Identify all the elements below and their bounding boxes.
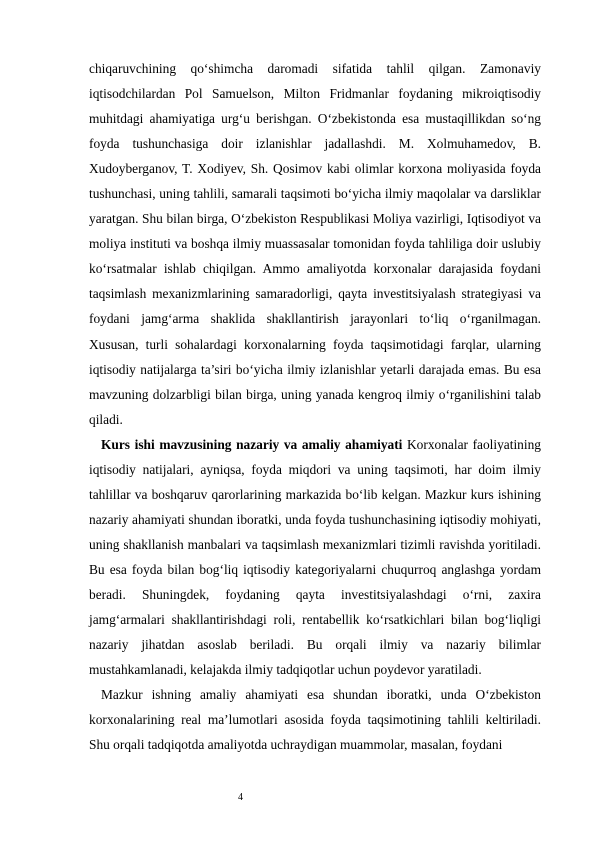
section-heading: Kurs ishi mavzusining nazariy va amaliy ahamiyati xyxy=(101,436,403,452)
paragraph-2 xyxy=(89,432,541,682)
body-text xyxy=(89,56,541,757)
page-number: 4 xyxy=(238,792,243,803)
paragraph-3: Mazkur ishning amaliy ahamiyati esa shundan iboratki, unda O‘zbekiston korxonalarining real ma’lumotlari asosida foyda taqsimotining tahlili keltiriladi. Shu orqali tadqiqotda amaliyotda uchraydigan muammolar, masalan, foydani xyxy=(89,687,541,753)
paragraph-1: chiqaruvchining qo‘shimcha daromadi sifatida tahlil qilgan. Zamonaviy iqtisodchilardan Pol Samuelson, Milton Fridmanlar foydaning mikroiqtisodiy muhitdagi ahamiyatiga urg‘u berishgan. O‘zbekistonda esa mustaqillikdan so‘ng foyda tushunchasiga doir izlanishlar jadallashdi. M. Xolmuhamedov, B. Xudoyberganov, T. Xodiyev, Sh. Qosimov kabi olimlar korxona moliyasida foyda tushunchasi, uning tahlili, samarali taqsimoti bo‘yicha ilmiy maqolalar va darsliklar yaratgan. Shu bilan birga, O‘zbekiston Respublikasi Moliya vazirligi, Iqtisodiyot va moliya instituti va boshqa ilmiy muassasalar tomonidan foyda tahliliga doir uslubiy ko‘rsatmalar ishlab chiqilgan. Ammo amaliyotda korxonalar darajasida foydani taqsimlash mexanizmlarining samaradorligi, qayta investitsiyalash strategiyasi va foydani jamg‘arma shaklida shakllantirish jarayonlari to‘liq o‘rganilmagan. Xususan, turli sohalardagi korxonalarning foyda taqsimotidagi farqlar, ularning iqtisodiy natijalarga ta’siri bo‘yicha ilmiy izlanishlar yetarli darajada emas. Bu esa mavzuning dolzarbligi bilan birga, uning yanada kengroq ilmiy o‘rganilishini talab qiladi. xyxy=(89,61,541,427)
paragraph-2-text: Korxonalar faoliyatining iqtisodiy natijalari, ayniqsa, foyda miqdori va uning taqsimoti, har doim ilmiy tahlillar va boshqaruv qarorlarining markazida bo‘lib kelgan. Mazkur kurs ishining nazariy ahamiyati shundan iboratki, unda foyda tushunchasining iqtisodiy mohiyati, uning shakllanish manbalari va taqsimlash mexanizmlari tizimli ravishda yoritiladi. Bu esa foyda bilan bog‘liq iqtisodiy kategoriyalarni chuqurroq anglashga yordam beradi. Shuningdek, foydaning qayta investitsiyalashdagi o‘rni, zaxira jamg‘armalari shakllantirishdagi roli, rentabellik ko‘rsatkichlari bilan bog‘liqligi nazariy jihatdan asoslab beriladi. Bu orqali ilmiy va nazariy bilimlar mustahkamlanadi, kelajakda ilmiy tadqiqotlar uchun poydevor yaratiladi. xyxy=(89,436,541,678)
